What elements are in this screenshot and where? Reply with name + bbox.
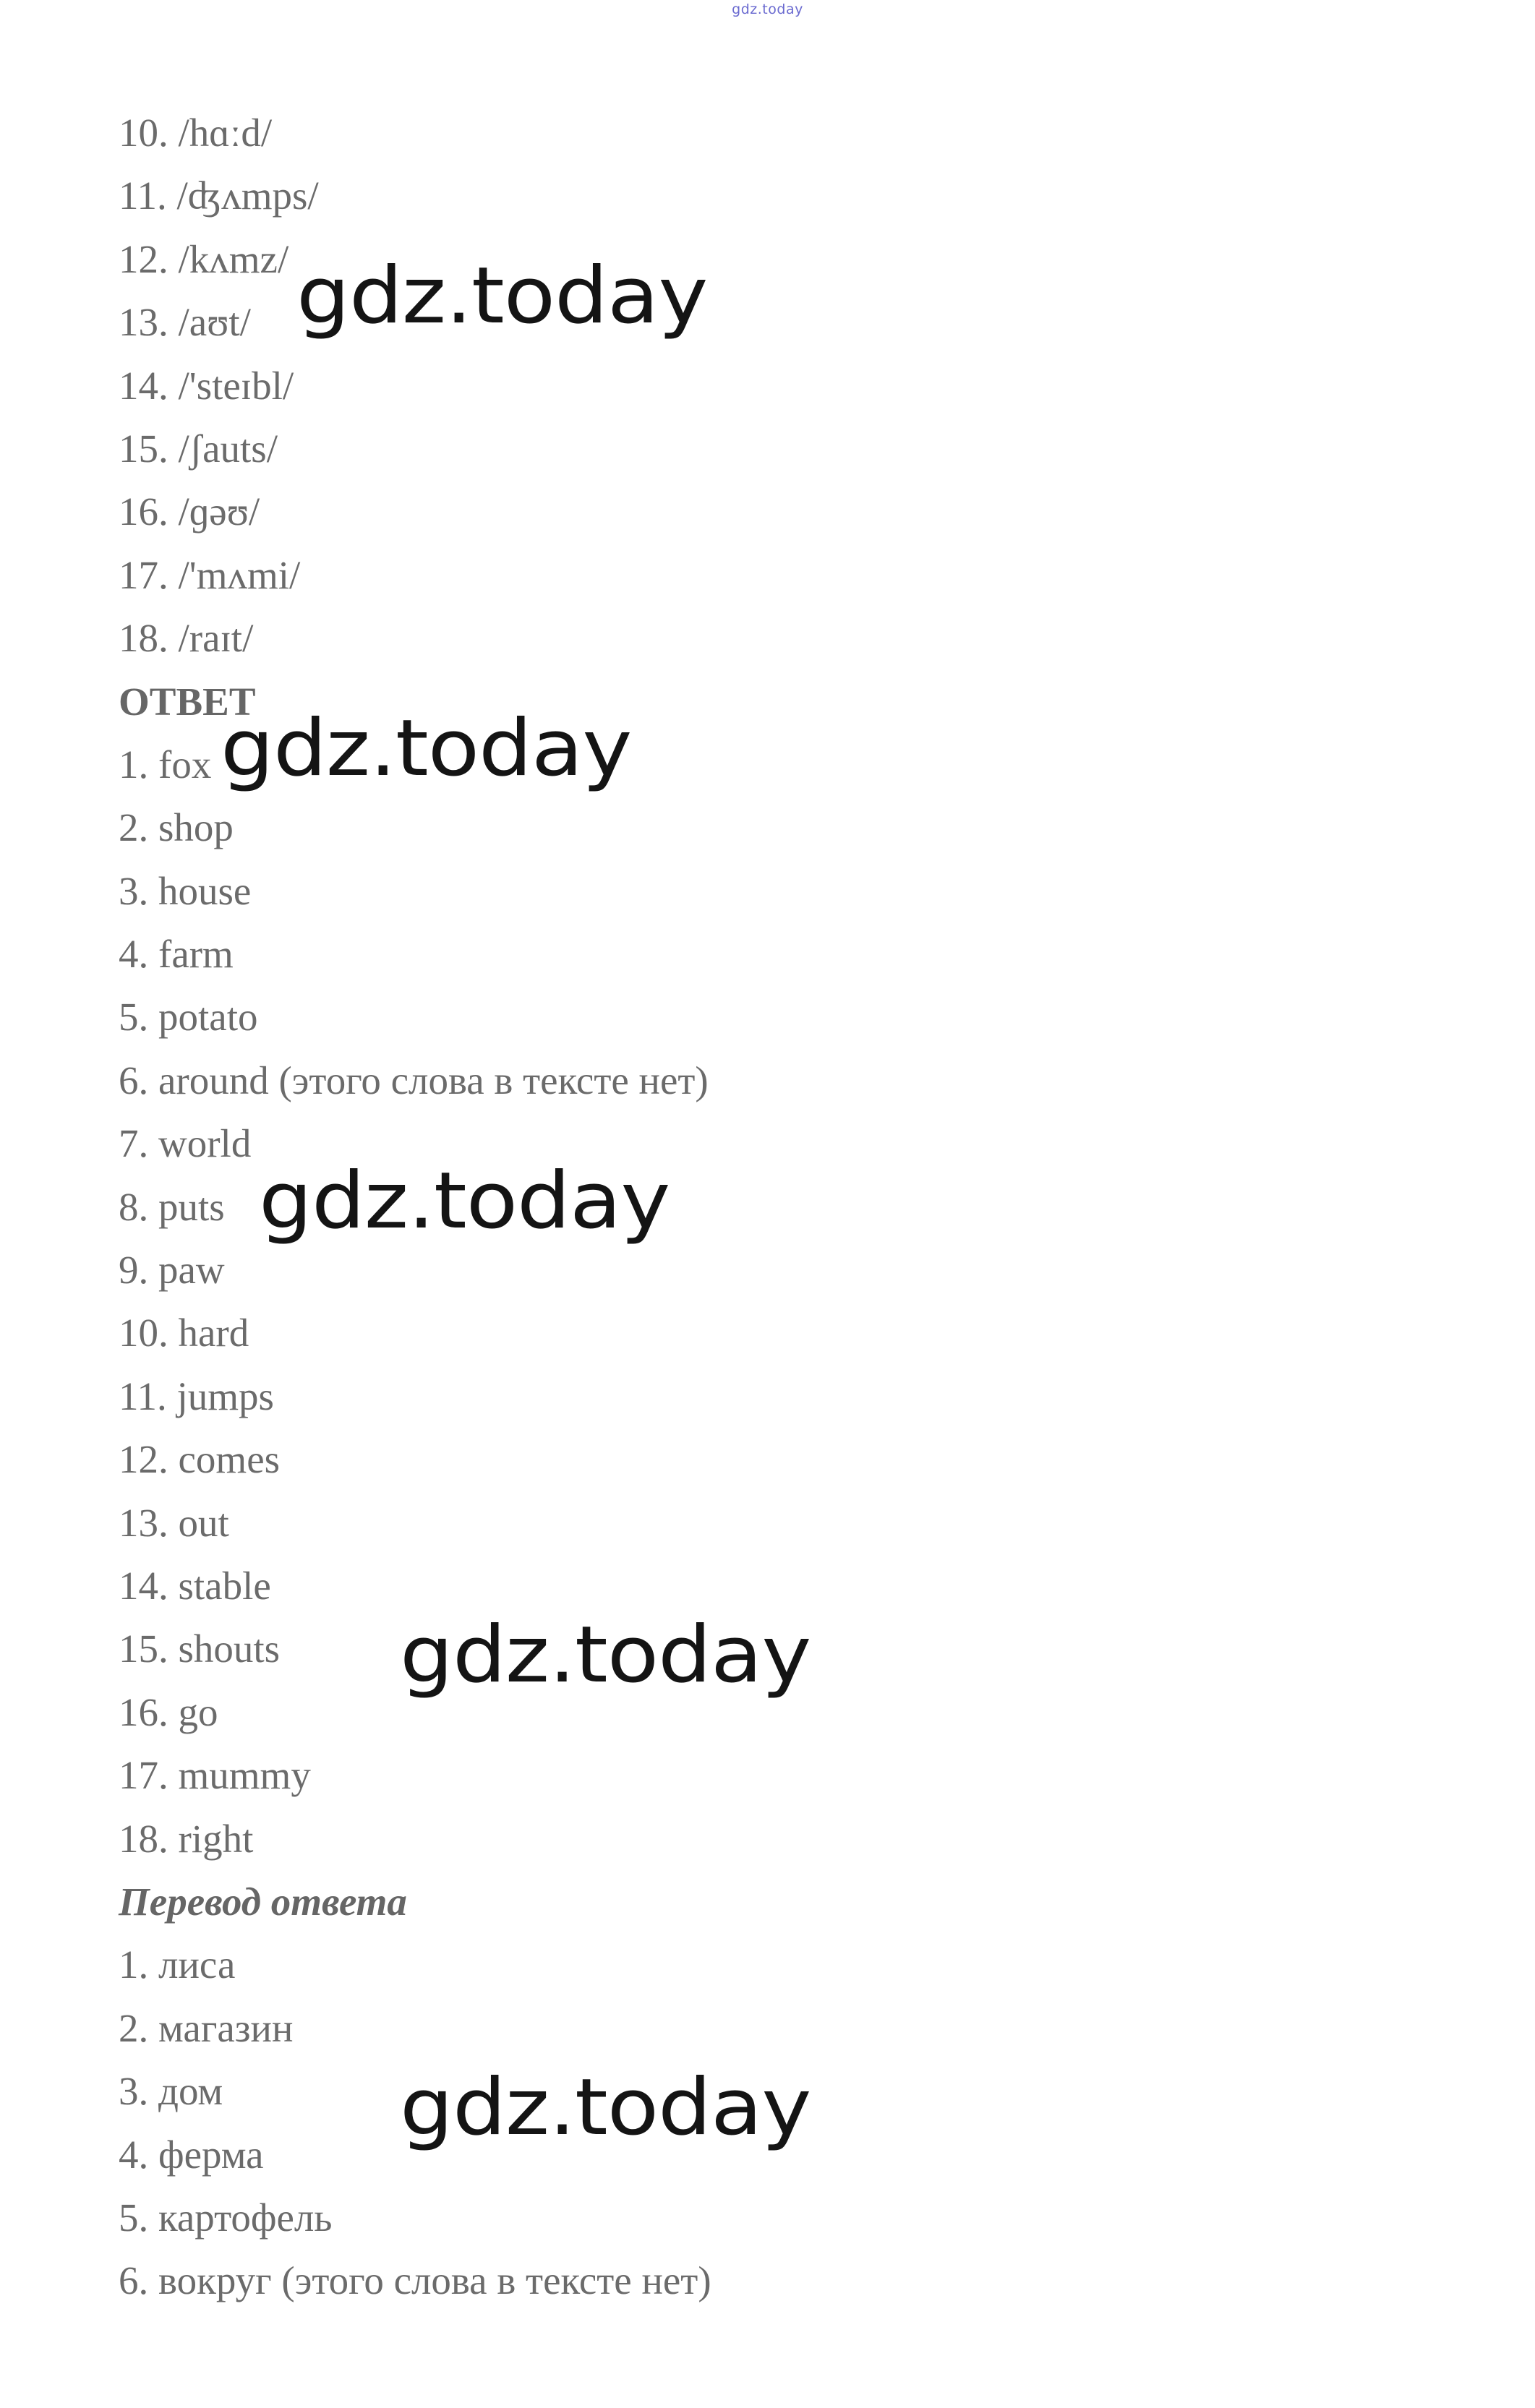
top-watermark: gdz.today	[732, 1, 803, 17]
transcription-item: 12. /kʌmz/	[119, 236, 289, 281]
answer-item: 13. out	[119, 1500, 229, 1545]
answer-heading: ОТВЕТ	[119, 679, 256, 724]
answer-item: 2. shop	[119, 805, 234, 850]
transcription-item: 14. /'steɪbl/	[119, 363, 294, 408]
watermark: gdz.today	[221, 703, 632, 794]
answer-item: 11. jumps	[119, 1374, 274, 1418]
translation-heading: Перевод ответа	[119, 1879, 407, 1924]
answer-item: 8. puts	[119, 1184, 225, 1229]
answer-item: 1. fox	[119, 742, 212, 787]
transcription-list	[119, 101, 1348, 670]
transcription-item: 11. /ʤʌmps/	[119, 173, 319, 218]
answer-item: 18. right	[119, 1816, 254, 1861]
transcription-item: 17. /'mʌmi/	[119, 552, 301, 597]
answer-item: 15. shouts	[119, 1627, 281, 1671]
answer-item: 5. potato	[119, 995, 258, 1040]
answer-item: 16. go	[119, 1689, 218, 1734]
watermark: gdz.today	[400, 1610, 811, 1700]
watermark: gdz.today	[259, 1156, 670, 1246]
translation-item: 3. дом	[119, 2069, 223, 2114]
translation-item: 5. картофель	[119, 2195, 333, 2240]
answer-item: 3. house	[119, 868, 252, 913]
watermark: gdz.today	[296, 251, 708, 341]
watermark: gdz.today	[400, 2062, 811, 2153]
answer-item: 14. stable	[119, 1563, 271, 1608]
answer-item: 9. paw	[119, 1248, 225, 1293]
answer-item: 7. world	[119, 1121, 252, 1166]
transcription-item: 15. /ʃauts/	[119, 426, 278, 471]
transcription-item: 13. /aʊt/	[119, 300, 251, 345]
answer-item: 6. around (этого слова в тексте нет)	[119, 1058, 709, 1102]
transcription-item: 16. /ɡəʊ/	[119, 489, 260, 534]
transcription-item: 18. /raɪt/	[119, 616, 254, 661]
translation-item: 4. ферма	[119, 2132, 264, 2177]
translation-item: 1. лиса	[119, 1942, 236, 1987]
translation-item: 2. магазин	[119, 2005, 294, 2050]
answer-item: 17. mummy	[119, 1753, 311, 1798]
answer-item: 4. farm	[119, 932, 234, 977]
answer-item: 12. comes	[119, 1437, 281, 1482]
translation-item: 6. вокруг (этого слова в тексте нет)	[119, 2258, 711, 2303]
transcription-item: 10. /hɑːd/	[119, 111, 273, 155]
answer-item: 10. hard	[119, 1311, 249, 1355]
